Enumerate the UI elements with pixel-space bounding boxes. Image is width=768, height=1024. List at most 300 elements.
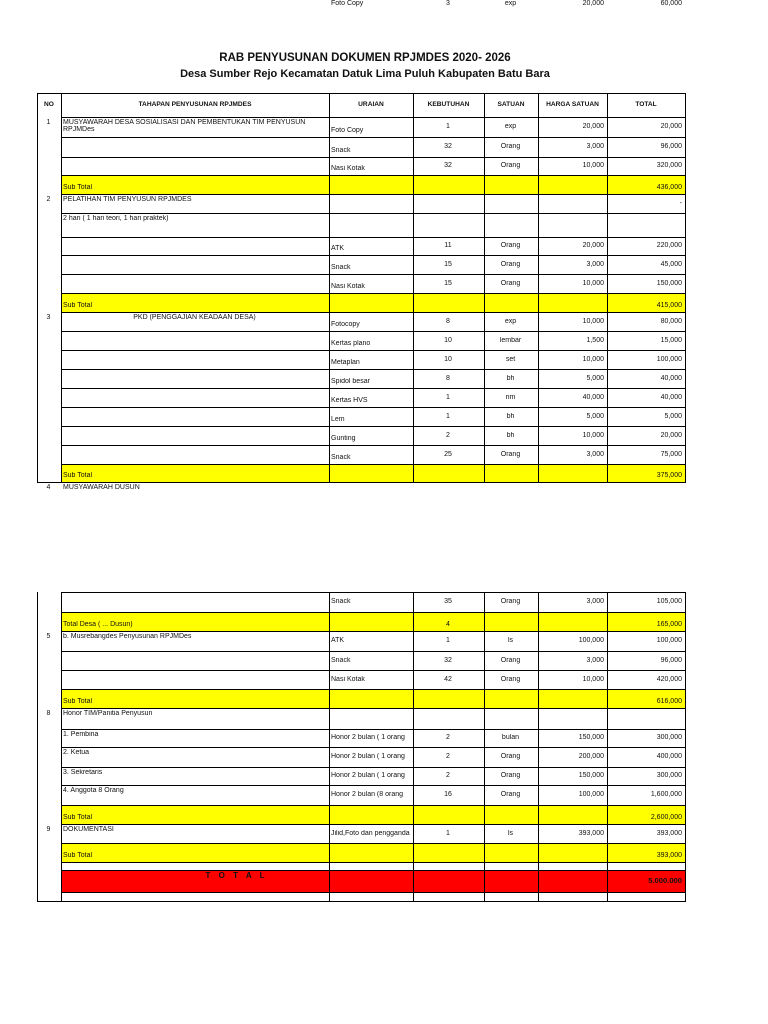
grid-line <box>329 843 330 862</box>
grid-line <box>61 892 62 901</box>
grid-line <box>607 194 608 213</box>
grid-line <box>413 651 414 670</box>
grid-line <box>607 445 608 464</box>
cell-uraian: Snack <box>331 264 351 271</box>
grid-line <box>61 670 686 671</box>
grid-line <box>61 870 62 892</box>
grid-line <box>329 862 330 870</box>
cell-total: 75,000 <box>660 450 682 458</box>
grid-line <box>685 312 686 331</box>
grid-line <box>329 747 330 767</box>
cell-kebutuhan: 42 <box>444 675 452 683</box>
cell-total: 220,000 <box>656 242 682 249</box>
cell-kebutuhan: 1 <box>446 637 450 644</box>
grid-line <box>329 824 330 843</box>
grid-line <box>61 785 62 805</box>
stage-name: 1. Pembina <box>63 731 99 738</box>
grid-line <box>413 369 414 388</box>
grid-line <box>329 892 330 901</box>
grid-line <box>413 255 414 274</box>
grid-line <box>685 117 686 137</box>
grid-line <box>484 592 485 612</box>
grid-line <box>329 445 330 464</box>
cell-total: 15,000 <box>660 336 682 344</box>
grid-line <box>607 631 608 651</box>
grid-line <box>538 175 539 194</box>
grid-line <box>329 293 330 312</box>
subtotal-label: Sub Total <box>63 852 93 859</box>
grid-line <box>329 331 330 350</box>
cell-harga: 200,000 <box>578 753 604 760</box>
cell-kebutuhan: 10 <box>444 355 452 363</box>
grid-line <box>329 350 330 369</box>
grid-line <box>607 274 608 293</box>
cell-satuan: bh <box>506 374 515 382</box>
cell-satuan: Orang <box>500 260 521 268</box>
grid-line <box>484 157 485 175</box>
grid-line <box>329 708 330 729</box>
cell-uraian: Kertas plano <box>331 340 371 347</box>
grid-line <box>61 426 62 445</box>
grid-line <box>413 631 414 651</box>
grid-line <box>484 862 485 870</box>
cell-satuan: set <box>505 355 516 363</box>
cell-total: 105,000 <box>656 598 682 605</box>
grid-line <box>329 274 330 293</box>
grid-line <box>329 312 330 331</box>
cell-kebutuhan: 3 <box>446 0 450 7</box>
cell-uraian: Spidol besar <box>331 378 370 385</box>
cell-harga: 20,000 <box>582 242 604 249</box>
grid-line <box>61 331 62 350</box>
cell-satuan: exp <box>504 317 517 325</box>
cell-total: 420,000 <box>656 675 682 683</box>
stage-name: MUSYAWARAH DUSUN <box>63 484 140 491</box>
cell-satuan: Orang <box>500 242 521 249</box>
row-number: 9 <box>46 826 51 833</box>
row-number: 8 <box>46 710 51 717</box>
grid-line <box>685 274 686 293</box>
cell-satuan: exp <box>504 123 517 130</box>
cell-harga: 10,000 <box>582 355 604 363</box>
cell-harga: 1,500 <box>586 336 604 344</box>
grid-line <box>538 843 539 862</box>
cell-kebutuhan: 32 <box>444 143 452 150</box>
grid-line <box>329 369 330 388</box>
column-header: HARGA SATUAN <box>546 101 599 108</box>
grid-line <box>329 255 330 274</box>
grid-line <box>61 312 686 313</box>
grid-line <box>538 407 539 426</box>
grid-line <box>607 670 608 689</box>
cell-satuan: exp <box>504 0 517 7</box>
grid-line <box>484 708 485 729</box>
grid-line <box>61 631 686 632</box>
grid-line <box>607 862 608 870</box>
grid-line <box>607 870 608 892</box>
grid-line <box>484 213 485 237</box>
cell-total: 96,000 <box>660 143 682 150</box>
grid-line <box>685 631 686 651</box>
cell-satuan: Orang <box>500 753 521 760</box>
grid-line <box>484 767 485 785</box>
grid-line <box>413 137 414 157</box>
stage-name: 2 hari ( 1 hari teori, 1 hari praktek) <box>63 215 169 222</box>
grid-line <box>484 870 485 892</box>
cell-kebutuhan: 8 <box>446 317 450 325</box>
grid-line <box>61 651 686 652</box>
grid-line <box>61 255 62 274</box>
cell-satuan: Orang <box>500 791 521 798</box>
grid-line <box>484 255 485 274</box>
grid-line <box>607 331 608 350</box>
cell-uraian: Snack <box>331 598 351 605</box>
grid-line <box>685 592 686 612</box>
cell-satuan: Orang <box>500 598 521 605</box>
cell-kebutuhan: 1 <box>446 412 450 420</box>
cell-total: 100,000 <box>656 355 682 363</box>
grid-line <box>538 689 539 708</box>
grid-line <box>61 137 62 157</box>
grid-line <box>538 213 539 237</box>
cell-total: 60,000 <box>660 0 682 7</box>
stage-name: PKD (PENGGAJIAN KEADAAN DESA) <box>133 314 256 321</box>
grid-line <box>61 843 62 862</box>
grid-line <box>61 293 686 294</box>
cell-total: 5,000 <box>664 412 682 420</box>
grid-line <box>538 464 539 482</box>
grid-line <box>329 785 330 805</box>
grid-line <box>484 824 485 843</box>
grid-line <box>607 843 608 862</box>
cell-total: 80,000 <box>660 317 682 325</box>
grid-line <box>484 137 485 157</box>
grid-line <box>329 157 330 175</box>
grid-line <box>685 747 686 767</box>
grid-line <box>607 312 608 331</box>
cell-uraian: ATK <box>331 245 345 252</box>
grid-line <box>413 870 414 892</box>
cell-harga: 5,000 <box>586 412 604 420</box>
cell-total: 40,000 <box>660 393 682 401</box>
grid-line <box>607 729 608 747</box>
column-header: TOTAL <box>635 101 657 108</box>
grid-line <box>413 670 414 689</box>
grid-line <box>413 117 414 137</box>
subtotal-value: 165,000 <box>656 621 682 628</box>
grid-line <box>61 892 686 893</box>
cell-total: 1,600,000 <box>650 791 682 798</box>
grid-line <box>61 388 686 389</box>
grid-line <box>61 137 686 138</box>
grid-line <box>61 631 62 651</box>
grid-line <box>607 689 608 708</box>
grid-line <box>538 194 539 213</box>
cell-total: 20,000 <box>660 431 682 439</box>
grid-line <box>607 892 608 901</box>
grid-line <box>484 805 485 824</box>
cell-kebutuhan: 2 <box>446 734 450 741</box>
grid-line <box>413 767 414 785</box>
cell-total: 40,000 <box>660 374 682 382</box>
grid-line <box>607 651 608 670</box>
grid-line <box>484 175 485 194</box>
grid-line <box>61 862 686 863</box>
cell-uraian: Honor 2 bulan ( 1 orang <box>331 772 405 779</box>
grid-line <box>61 369 686 370</box>
grid-line <box>61 670 62 689</box>
grid-line <box>538 651 539 670</box>
cell-kebutuhan: 1 <box>446 393 450 401</box>
cell-harga: 3,000 <box>586 656 604 664</box>
grid-line <box>685 213 686 237</box>
cell-total: 100,000 <box>656 637 682 644</box>
grid-line <box>413 843 414 862</box>
grid-line <box>538 369 539 388</box>
row-number: 4 <box>46 484 51 491</box>
cell-total: 150,000 <box>656 279 682 287</box>
grid-line <box>538 708 539 729</box>
grid-line <box>329 137 330 157</box>
grid-line <box>607 747 608 767</box>
cell-harga: 10,000 <box>582 675 604 683</box>
grid-line <box>61 369 62 388</box>
grid-line <box>538 747 539 767</box>
grid-line <box>484 350 485 369</box>
grid-line <box>484 651 485 670</box>
stage-name: b. Musrebangdes Penyusunan RPJMDes <box>63 633 192 640</box>
subtotal-label: Sub Total <box>63 302 93 309</box>
grid-line <box>61 464 62 482</box>
cell-uraian: Foto Copy <box>331 127 364 134</box>
grid-line <box>607 350 608 369</box>
grid-line <box>413 312 414 331</box>
grid-line <box>61 747 686 748</box>
grid-line <box>685 350 686 369</box>
grid-line <box>61 426 686 427</box>
cell-harga: 10,000 <box>582 162 604 169</box>
subtotal-value: 393,000 <box>656 852 682 859</box>
grid-line <box>413 93 414 117</box>
grid-line <box>607 464 608 482</box>
grid-line <box>607 592 608 612</box>
grid-line <box>61 689 686 690</box>
grid-line <box>37 592 38 901</box>
cell-total: 300,000 <box>656 734 682 741</box>
row-number: 5 <box>46 633 51 640</box>
cell-uraian: Kertas HVS <box>331 397 368 404</box>
subtotal-label: Sub Total <box>63 184 93 191</box>
grid-line <box>37 117 38 482</box>
grid-line <box>538 93 539 117</box>
grid-line <box>538 862 539 870</box>
grid-line <box>538 670 539 689</box>
grid-line <box>61 824 62 843</box>
cell-total: 300,000 <box>656 772 682 779</box>
grid-line <box>538 805 539 824</box>
grid-line <box>607 213 608 237</box>
grid-line <box>484 388 485 407</box>
cell-satuan: Orang <box>500 162 521 169</box>
grid-line <box>61 293 62 312</box>
grid-line <box>607 175 608 194</box>
grid-line <box>538 445 539 464</box>
grid-line <box>329 237 330 255</box>
stage-name: 3. Sekretaris <box>63 769 103 776</box>
grid-line <box>538 767 539 785</box>
grid-line <box>538 237 539 255</box>
grid-line <box>329 407 330 426</box>
grid-line <box>413 237 414 255</box>
grid-line <box>685 689 686 708</box>
grid-line <box>329 388 330 407</box>
grid-line <box>538 824 539 843</box>
grid-line <box>607 824 608 843</box>
grid-line <box>413 350 414 369</box>
grid-line <box>61 213 686 214</box>
grid-line <box>484 312 485 331</box>
grid-line <box>61 445 62 464</box>
grid-line <box>61 388 62 407</box>
grid-line <box>413 194 414 213</box>
cell-uraian: Foto Copy <box>331 0 364 7</box>
row-number: 1 <box>46 119 51 126</box>
grid-line <box>685 137 686 157</box>
grid-line <box>61 767 686 768</box>
cell-uraian: ATK <box>331 637 345 644</box>
grid-line <box>685 651 686 670</box>
cell-kebutuhan: 1 <box>446 123 450 130</box>
cell-uraian: Snack <box>331 454 351 461</box>
cell-uraian: Gunting <box>331 435 356 442</box>
grid-line <box>61 708 62 729</box>
cell-kebutuhan: 15 <box>444 279 452 287</box>
grid-line <box>329 805 330 824</box>
grid-line <box>607 93 608 117</box>
grid-line <box>607 426 608 445</box>
cell-uraian: Nasi Kotak <box>331 675 365 683</box>
stage-name: MUSYAWARAH DESA SOSIALISASI DAN PEMBENTUKAN TIM PENYUSUN <box>63 119 306 126</box>
column-header: KEBUTUHAN <box>427 101 470 108</box>
grid-line <box>37 93 38 117</box>
grid-line <box>685 612 686 631</box>
grid-line <box>538 350 539 369</box>
grid-line <box>538 388 539 407</box>
cell-total: 96,000 <box>660 656 682 664</box>
grid-line <box>685 175 686 194</box>
cell-satuan: Orang <box>500 656 521 664</box>
grid-line <box>685 892 686 901</box>
cell-harga: 20,000 <box>582 123 604 130</box>
grid-line <box>329 729 330 747</box>
cell-uraian: Honor 2 bulan (8 orang <box>331 791 403 798</box>
cell-kebutuhan: 35 <box>444 598 452 605</box>
cell-kebutuhan: 1 <box>446 829 450 837</box>
cell-uraian: Honor 2 bulan ( 1 orang <box>331 753 405 760</box>
grid-line <box>61 117 62 137</box>
column-header: SATUAN <box>497 101 525 108</box>
grid-line <box>685 194 686 213</box>
grid-line <box>685 255 686 274</box>
grid-line <box>484 407 485 426</box>
grid-line <box>538 592 539 612</box>
grid-line <box>61 331 686 332</box>
grid-line <box>413 293 414 312</box>
stage-name: PELATIHAN TIM PENYUSUN RPJMDES <box>63 196 192 203</box>
grid-line <box>484 670 485 689</box>
grid-line <box>538 137 539 157</box>
grid-line <box>685 237 686 255</box>
cell-uraian: Jilid,Foto dan pengganda <box>331 829 410 837</box>
grid-line <box>685 93 686 117</box>
grid-line <box>413 747 414 767</box>
cell-harga: 393,000 <box>578 829 604 837</box>
grid-line <box>484 369 485 388</box>
grid-line <box>538 631 539 651</box>
cell-satuan: bh <box>506 412 515 420</box>
grid-line <box>685 870 686 892</box>
grid-line <box>607 255 608 274</box>
grid-line <box>61 612 62 631</box>
cell-kebutuhan: 32 <box>444 162 452 169</box>
grid-line <box>61 785 686 786</box>
cell-harga: 3,000 <box>586 450 604 458</box>
column-header: URAIAN <box>358 101 384 108</box>
grid-line <box>329 689 330 708</box>
grid-line <box>413 729 414 747</box>
grid-line <box>607 369 608 388</box>
grid-line <box>61 862 62 870</box>
cell-satuan: Orang <box>500 675 521 683</box>
grid-line <box>61 824 686 825</box>
grid-line <box>484 843 485 862</box>
grid-line <box>61 843 686 844</box>
cell-kebutuhan: 16 <box>444 791 452 798</box>
grid-line <box>484 274 485 293</box>
grid-line <box>538 612 539 631</box>
grid-line <box>607 612 608 631</box>
grid-line <box>538 785 539 805</box>
grid-line <box>484 747 485 767</box>
cell-satuan: rim <box>505 393 516 401</box>
grid-line <box>61 747 62 767</box>
grid-line <box>538 331 539 350</box>
grid-line <box>538 157 539 175</box>
grid-line <box>607 237 608 255</box>
grid-line <box>61 708 686 709</box>
grid-line <box>607 708 608 729</box>
grid-line <box>685 708 686 729</box>
grid-line <box>607 767 608 785</box>
grid-line <box>329 631 330 651</box>
grid-line <box>61 805 62 824</box>
cell-satuan: bulan <box>501 734 520 741</box>
grid-line <box>61 464 686 465</box>
grid-line <box>61 350 686 351</box>
subtotal-label: Sub Total <box>63 698 93 705</box>
grid-line <box>37 482 686 483</box>
subtotal-label: Sub Total <box>63 814 93 821</box>
grid-line <box>61 194 686 195</box>
subtotal-value: 2,600,000 <box>650 814 682 821</box>
grid-line <box>413 689 414 708</box>
grid-line <box>329 670 330 689</box>
stage-name-continued: RPJMDes <box>63 126 95 133</box>
grid-line <box>484 729 485 747</box>
grid-line <box>61 651 62 670</box>
grid-line <box>61 592 686 593</box>
cell-kebutuhan: 2 <box>446 772 450 779</box>
